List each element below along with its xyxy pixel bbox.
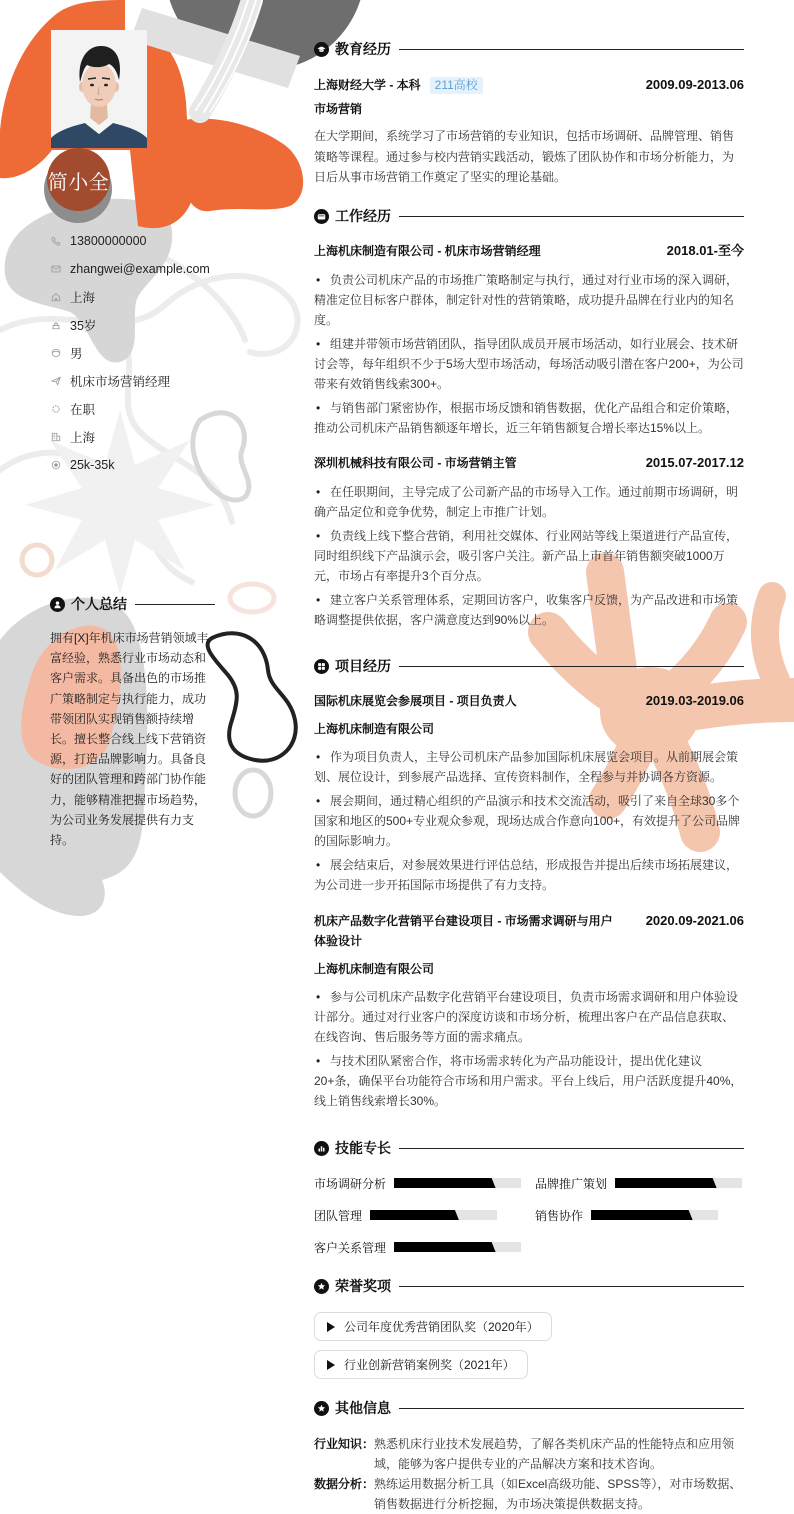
contact-info-list	[51, 227, 271, 479]
bullet-dot: •	[316, 485, 321, 499]
company-and-role: 深圳机械科技有限公司 - 市场营销主管	[314, 456, 517, 470]
bullet-dot: •	[316, 750, 321, 764]
summary-heading	[50, 595, 215, 613]
phone-number: 13800000000	[70, 234, 147, 248]
skill-level-fill	[394, 1178, 496, 1188]
send-icon	[51, 376, 61, 386]
project-item	[314, 911, 744, 1111]
age: 35岁	[70, 319, 97, 333]
skill-level-bar	[615, 1178, 742, 1188]
skills-grid	[314, 1173, 744, 1263]
education-major: 市场营销	[314, 102, 363, 116]
job-target: 机床市场营销经理	[70, 375, 171, 389]
skills-heading	[314, 1139, 744, 1157]
bullet-item	[314, 791, 744, 851]
expand-triangle-icon	[327, 1360, 335, 1370]
info-item-email	[51, 255, 271, 283]
award-text: 行业创新营销案例奖（2021年）	[344, 1358, 515, 1372]
bullet-text: 展会结束后，对参展效果进行评估总结，形成报告并提出后续市场拓展建议，为公司进一步开拓国际市场提供了有力支持。	[314, 858, 739, 892]
project-date: 2019.03-2019.06	[645, 693, 744, 708]
bullet-item	[314, 398, 744, 438]
award-text: 公司年度优秀营销团队奖（2020年）	[344, 1320, 539, 1334]
summary-title: 个人总结	[71, 596, 127, 612]
work-item	[314, 453, 744, 630]
projects-title: 项目经历	[335, 658, 391, 674]
work-title: 工作经历	[335, 208, 391, 224]
work-section	[314, 207, 744, 630]
bullet-item	[314, 526, 744, 586]
skill-item	[314, 1231, 535, 1263]
education-heading	[314, 40, 744, 58]
heading-divider	[399, 1408, 744, 1409]
heading-divider	[135, 604, 215, 605]
skill-level-bar	[394, 1242, 521, 1252]
education-title: 教育经历	[335, 41, 391, 57]
bullet-dot: •	[316, 529, 321, 543]
other-info-title: 其他信息	[335, 1400, 391, 1416]
bullet-item	[314, 747, 744, 787]
work-item	[314, 241, 744, 438]
heading-divider	[399, 666, 744, 667]
skill-level-fill	[591, 1210, 693, 1220]
heading-divider	[399, 1286, 744, 1287]
info-item-city	[51, 423, 271, 451]
skill-name: 客户关系管理	[314, 1240, 387, 1255]
bullet-text: 建立客户关系管理体系，定期回访客户，收集客户反馈，为产品改进和市场策略调整提供依据，客户满意度达到90%以上。	[314, 593, 739, 627]
employment-status: 在职	[70, 403, 96, 417]
bar-chart-icon	[314, 1141, 329, 1156]
bullet-item	[314, 1051, 744, 1111]
other-info-label: 数据分析：	[314, 1477, 375, 1491]
skill-level-bar	[394, 1178, 521, 1188]
bullet-item	[314, 855, 744, 895]
bullet-dot: •	[316, 337, 321, 351]
project-bullets	[314, 747, 744, 895]
expected-salary: 25k-35k	[70, 458, 115, 472]
email-address: zhangwei@example.com	[70, 262, 210, 276]
award-icon	[314, 1279, 329, 1294]
awards-heading	[314, 1277, 744, 1295]
bullet-dot: •	[316, 990, 321, 1004]
bullet-text: 作为项目负责人，主导公司机床产品参加国际机床展览会项目。从前期展会策划、展位设计，到参展产品选择、宣传资料制作，全程参与并协调各方资源。	[314, 750, 739, 784]
bullet-item	[314, 334, 744, 394]
graduation-cap-icon	[314, 42, 329, 57]
bullet-text: 负责公司机床产品的市场推广策略制定与执行，通过对行业市场的深入调研，精准定位目标客户群体，制定针对性的营销策略，成功提升品牌在行业内的知名度。	[314, 273, 739, 327]
other-info-row	[314, 1434, 744, 1474]
skill-item	[314, 1199, 535, 1231]
bullet-dot: •	[316, 401, 321, 415]
project-item-header	[314, 691, 744, 711]
other-info-list	[314, 1434, 744, 1514]
target-city: 上海	[70, 431, 96, 445]
heading-divider	[399, 216, 744, 217]
work-date: 2018.01-至今	[666, 243, 744, 258]
info-item-age	[51, 311, 271, 339]
mail-icon	[51, 264, 61, 274]
status-icon	[51, 404, 61, 414]
info-item-gender	[51, 339, 271, 367]
skill-name: 团队管理	[314, 1208, 363, 1223]
info-item-phone	[51, 227, 271, 255]
projects-heading	[314, 657, 744, 675]
skill-name: 市场调研分析	[314, 1176, 387, 1191]
bullet-dot: •	[316, 593, 321, 607]
skills-title: 技能专长	[335, 1140, 391, 1156]
bullet-text: 负责线上线下整合营销，利用社交媒体、行业网站等线上渠道进行产品宣传，同时组织线下产品演示会，吸引客户关注。新产品上市首年销售额突破1000万元，市场占有率提升3个百分点。	[314, 529, 739, 583]
award-row	[314, 1350, 744, 1379]
cake-icon	[51, 320, 61, 330]
education-section	[314, 40, 744, 188]
education-item-header	[314, 75, 744, 95]
user-icon	[50, 597, 65, 612]
name-badge	[47, 148, 110, 211]
other-info-section	[314, 1399, 744, 1514]
work-heading	[314, 207, 744, 225]
skill-item	[535, 1199, 744, 1231]
school-tier-badge: 211高校	[430, 77, 483, 94]
skill-name: 品牌推广策划	[535, 1176, 608, 1191]
skill-level-bar	[591, 1210, 718, 1220]
project-date: 2020.09-2021.06	[645, 913, 744, 928]
building-icon	[51, 432, 61, 442]
gender: 男	[70, 347, 83, 361]
bullet-dot: •	[316, 858, 321, 872]
other-info-text: 熟练运用数据分析工具（如Excel高级功能、SPSS等），对市场数据、销售数据进行分析挖掘，为市场决策提供数据支持。	[374, 1477, 742, 1511]
school-and-degree: 上海财经大学 - 本科	[314, 78, 421, 92]
work-bullets	[314, 270, 744, 438]
info-item-job-target	[51, 367, 271, 395]
work-item-header	[314, 241, 744, 261]
heading-divider	[399, 49, 744, 50]
work-item-header	[314, 453, 744, 473]
award-item[interactable]	[314, 1350, 528, 1379]
bullet-dot: •	[316, 273, 321, 287]
project-company: 上海机床制造有限公司	[314, 722, 435, 736]
person-portrait-icon	[51, 30, 147, 148]
briefcase-icon	[314, 209, 329, 224]
bullet-text: 组建并带领市场营销团队，指导团队成员开展市场活动，如行业展会、技术研讨会等，每年组织不少于5场大型市场活动，每场活动吸引潜在客户200+，为公司带来有效销售线索300+。	[314, 337, 744, 391]
education-description: 在大学期间，系统学习了市场营销的专业知识，包括市场调研、品牌管理、销售策略等课程。通过参与校内营销实践活动，锻炼了团队协作和市场分析能力，为日后从事市场营销工作奠定了坚实的理论基础。	[314, 129, 735, 184]
info-item-residence	[51, 283, 271, 311]
skill-level-fill	[394, 1242, 496, 1252]
education-item-title	[314, 75, 622, 95]
bullet-item	[314, 590, 744, 630]
project-name-and-role: 国际机床展览会参展项目 - 项目负责人	[314, 694, 517, 708]
home-icon	[51, 292, 61, 302]
profile-photo	[51, 30, 147, 148]
other-info-text: 熟悉机床行业技术发展趋势，了解各类机床产品的性能特点和应用领域，能够为客户提供专业的产品解决方案和技术咨询。	[374, 1437, 735, 1471]
awards-list	[314, 1312, 744, 1379]
other-info-row	[314, 1474, 744, 1514]
grid-icon	[314, 659, 329, 674]
skill-item	[314, 1167, 535, 1199]
other-info-heading	[314, 1399, 744, 1417]
skill-item	[535, 1167, 744, 1199]
bullet-dot: •	[316, 1054, 321, 1068]
skills-section	[314, 1139, 744, 1263]
phone-icon	[51, 236, 61, 246]
candidate-name: 简小全	[47, 172, 110, 194]
bullet-text: 与销售部门紧密协作，根据市场反馈和销售数据，优化产品组合和定价策略，推动公司机床产品销售额逐年增长，近三年销售额复合增长率达15%以上。	[314, 401, 739, 435]
awards-section	[314, 1277, 744, 1379]
company-and-role: 上海机床制造有限公司 - 机床市场营销经理	[314, 244, 541, 258]
project-item-header	[314, 911, 744, 951]
bullet-text: 在任职期间，主导完成了公司新产品的市场导入工作。通过前期市场调研，明确产品定位和竞争优势，制定上市推广计划。	[314, 485, 739, 519]
project-name-and-role: 机床产品数字化营销平台建设项目 - 市场需求调研与用户体验设计	[314, 914, 613, 948]
project-item	[314, 691, 744, 895]
summary-text: 拥有[X]年机床市场营销领域丰富经验，熟悉行业市场动态和客户需求。具备出色的市场推广策略制定与执行能力，成功带领团队实现销售额持续增长。擅长整合线上线下营销资源，打造品牌影响力。具备良好的团队管理和跨部门协作能力，能够精准把握市场趋势，为公司业务发展提供有力支持。	[50, 631, 209, 848]
awards-title: 荣誉奖项	[335, 1278, 391, 1294]
heading-divider	[399, 1148, 744, 1149]
education-item	[314, 75, 744, 188]
skill-level-bar	[370, 1210, 497, 1220]
education-date: 2009.09-2013.06	[645, 77, 744, 92]
bullet-text: 与技术团队紧密合作，将市场需求转化为产品功能设计，提出优化建议20+条，确保平台功能符合市场和用户需求。平台上线后，用户活跃度提升40%，线上销售线索增长30%。	[314, 1054, 743, 1108]
other-info-label: 行业知识：	[314, 1437, 375, 1451]
award-item[interactable]	[314, 1312, 552, 1341]
bullet-dot: •	[316, 794, 321, 808]
work-bullets	[314, 482, 744, 630]
bullet-text: 参与公司机床产品数字化营销平台建设项目，负责市场需求调研和用户体验设计部分。通过对行业客户的深度访谈和市场分析，梳理出客户在产品信息获取、在线咨询、售后服务等方面的需求痛点。	[314, 990, 739, 1044]
info-item-salary	[51, 451, 271, 479]
info-star-icon	[314, 1401, 329, 1416]
salary-icon	[51, 460, 61, 470]
project-company: 上海机床制造有限公司	[314, 962, 435, 976]
award-row	[314, 1312, 744, 1341]
projects-section	[314, 657, 744, 1111]
skill-level-fill	[370, 1210, 459, 1220]
skill-level-fill	[615, 1178, 717, 1188]
bullet-item	[314, 987, 744, 1047]
work-date: 2015.07-2017.12	[645, 455, 744, 470]
expand-triangle-icon	[327, 1322, 335, 1332]
project-bullets	[314, 987, 744, 1111]
bullet-item	[314, 482, 744, 522]
bullet-text: 展会期间，通过精心组织的产品演示和技术交流活动，吸引了来自全球30多个国家和地区的500+专业观众参观，现场达成合作意向100+，有效提升了公司品牌的国际影响力。	[314, 794, 741, 848]
skill-name: 销售协作	[535, 1208, 584, 1223]
gender-icon	[51, 348, 61, 358]
bullet-item	[314, 270, 744, 330]
info-item-status	[51, 395, 271, 423]
residence: 上海	[70, 291, 96, 305]
